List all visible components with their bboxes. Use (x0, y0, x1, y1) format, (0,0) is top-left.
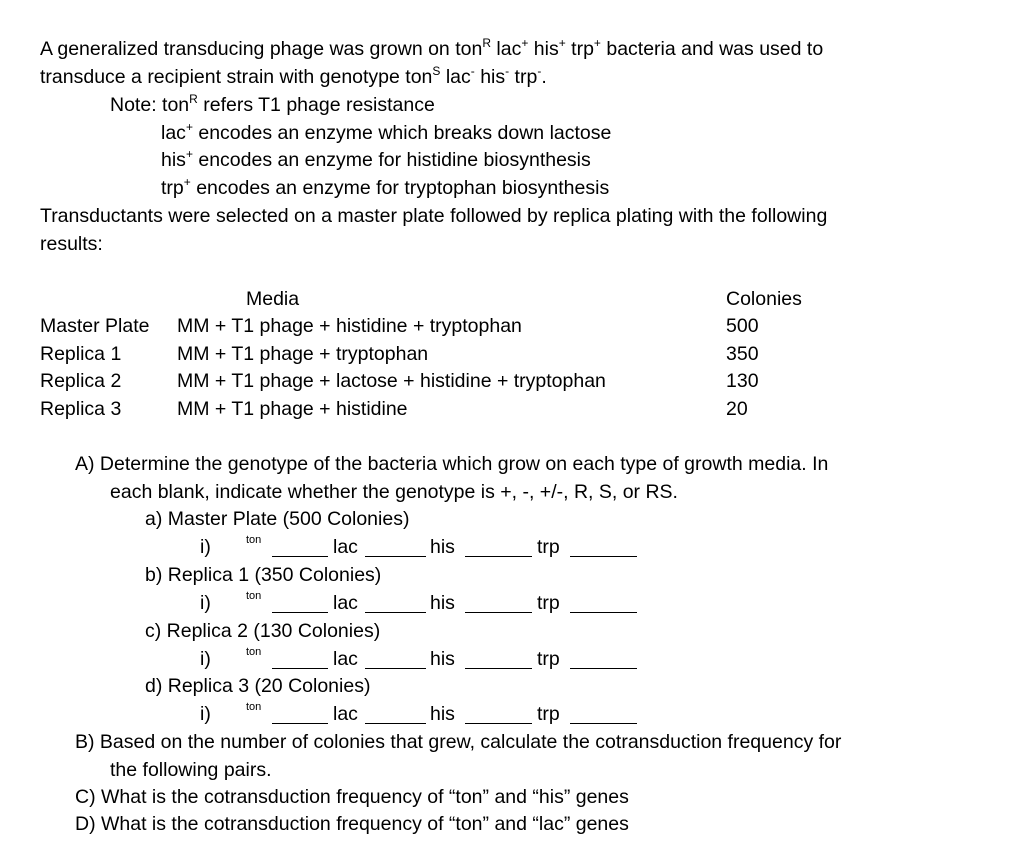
ton-label: ton (246, 701, 262, 713)
question-a-line-2: each blank, indicate whether the genotype is +, -, +/-, R, S, or RS. (110, 481, 678, 503)
trp-blank[interactable] (570, 705, 637, 724)
superscript: + (521, 35, 529, 50)
intro-text: transduce a recipient strain with genotype ton (40, 66, 433, 88)
header-colonies: Colonies (726, 288, 802, 310)
his-label: his (430, 703, 455, 725)
superscript: + (185, 146, 193, 161)
lac-label: lac (333, 536, 358, 558)
superscript: R (189, 91, 198, 106)
description-text: encodes an enzyme for tryptophan biosynthesis (190, 177, 610, 199)
gene-lac: lac (490, 38, 522, 60)
trp-blank[interactable] (570, 594, 637, 613)
superscript: S (432, 63, 441, 78)
plate-name: Replica 1 (40, 343, 122, 365)
lac-label: lac (333, 592, 358, 614)
intro-line-1 (40, 35, 824, 60)
lac-blank[interactable] (365, 594, 426, 613)
question-d: D) What is the cotransduction frequency of “ton” and “lac” genes (75, 813, 629, 835)
intro-text: bacteria and was used to (600, 38, 824, 60)
lac-label: lac (333, 648, 358, 670)
plate-name: Master Plate (40, 315, 150, 337)
lac-blank[interactable] (365, 650, 426, 669)
media-composition: MM + T1 phage + histidine + tryptophan (177, 315, 522, 337)
ton-label: ton (246, 590, 262, 602)
gene-his: his (161, 149, 186, 171)
lac-blank[interactable] (365, 538, 426, 557)
lac-description (161, 119, 612, 144)
blank-index: i) (200, 592, 211, 614)
superscript: - (470, 63, 475, 78)
trp-label: trp (537, 703, 560, 725)
intro-text: . (541, 66, 547, 88)
selection-text-2: results: (40, 233, 103, 255)
superscript: - (505, 63, 510, 78)
ton-label: ton (246, 646, 262, 658)
intro-line-2 (40, 63, 547, 88)
gene-lac: lac (440, 66, 471, 88)
superscript: + (558, 35, 566, 50)
his-blank[interactable] (465, 650, 532, 669)
superscript: - (537, 63, 542, 78)
trp-label: trp (537, 592, 560, 614)
part-a-label: a) Master Plate (500 Colonies) (145, 508, 410, 530)
genotype-blanks-row (0, 701, 700, 727)
description-text: encodes an enzyme for histidine biosynthesis (192, 149, 591, 171)
colony-count: 130 (726, 370, 759, 392)
his-blank[interactable] (465, 705, 532, 724)
gene-his: his (528, 38, 559, 60)
trp-description (161, 174, 610, 199)
part-c-label: c) Replica 2 (130 Colonies) (145, 620, 381, 642)
part-b-label: b) Replica 1 (350 Colonies) (145, 564, 382, 586)
question-a-line-1: A) Determine the genotype of the bacteria which grow on each type of growth media. In (75, 453, 829, 475)
media-composition: MM + T1 phage + lactose + histidine + tryptophan (177, 370, 606, 392)
ton-blank[interactable] (272, 650, 328, 669)
media-composition: MM + T1 phage + tryptophan (177, 343, 429, 365)
gene-lac: lac (161, 122, 186, 144)
gene-trp: trp (565, 38, 594, 60)
gene-trp: trp (509, 66, 538, 88)
question-c: C) What is the cotransduction frequency of “ton” and “his” genes (75, 786, 629, 808)
header-media: Media (246, 288, 300, 310)
superscript: + (183, 174, 191, 189)
genotype-blanks-row (0, 534, 700, 560)
ton-blank[interactable] (272, 705, 328, 724)
lac-blank[interactable] (365, 705, 426, 724)
his-description (161, 146, 591, 171)
superscript: + (593, 35, 601, 50)
colony-count: 20 (726, 398, 748, 420)
trp-label: trp (537, 648, 560, 670)
genotype-blanks-row (0, 646, 700, 672)
ton-label: ton (246, 534, 262, 546)
blank-index: i) (200, 648, 211, 670)
blank-index: i) (200, 536, 211, 558)
his-blank[interactable] (465, 594, 532, 613)
his-label: his (430, 592, 455, 614)
media-composition: MM + T1 phage + histidine (177, 398, 408, 420)
trp-label: trp (537, 536, 560, 558)
superscript: R (482, 35, 491, 50)
question-b-line-2: the following pairs. (110, 759, 272, 781)
trp-blank[interactable] (570, 650, 637, 669)
ton-blank[interactable] (272, 538, 328, 557)
trp-blank[interactable] (570, 538, 637, 557)
his-blank[interactable] (465, 538, 532, 557)
blank-index: i) (200, 703, 211, 725)
gene-trp: trp (161, 177, 184, 199)
colony-count: 350 (726, 343, 759, 365)
note-text: Note: ton (110, 94, 190, 116)
gene-his: his (474, 66, 506, 88)
intro-text: A generalized transducing phage was grown on ton (40, 38, 483, 60)
note-text: refers T1 phage resistance (197, 94, 435, 116)
plate-name: Replica 3 (40, 398, 122, 420)
selection-text-1: Transductants were selected on a master plate followed by replica plating with the following (40, 205, 828, 227)
lac-label: lac (333, 703, 358, 725)
his-label: his (430, 648, 455, 670)
his-label: his (430, 536, 455, 558)
plate-name: Replica 2 (40, 370, 122, 392)
colony-count: 500 (726, 315, 759, 337)
genotype-blanks-row (0, 590, 700, 616)
note-line (110, 91, 435, 116)
description-text: encodes an enzyme which breaks down lactose (192, 122, 612, 144)
superscript: + (185, 119, 193, 134)
part-d-label: d) Replica 3 (20 Colonies) (145, 675, 371, 697)
question-b-line-1: B) Based on the number of colonies that grew, calculate the cotransduction frequency for (75, 731, 842, 753)
ton-blank[interactable] (272, 594, 328, 613)
